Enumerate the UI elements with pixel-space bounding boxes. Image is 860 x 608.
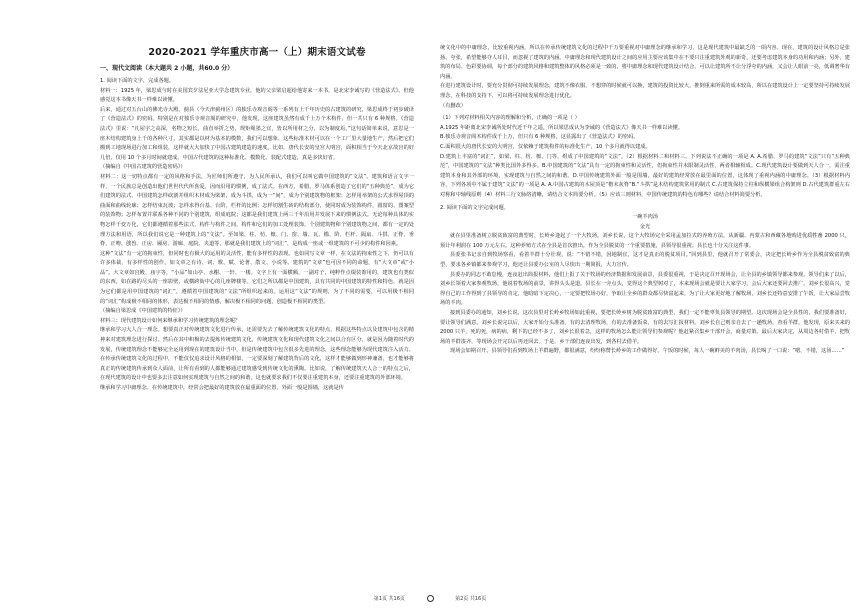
paragraph: 在进行建筑设计时，要充分贯彻可持续发展理念，建筑不像衣服，不想穿的时候就可以换，建筑的投资比较大，推倒重来所需的成本较高，所以在建筑设计上一定要坚持可持续发展理念，在科技的支持下，可以将可持续发展理念进行优化。: [440, 83, 850, 99]
page-footer: [0, 595, 860, 602]
answer-option: C.面积很大的唐代长安的大明宫，仅依赖于建筑构件的标准化生产，10 个多月就得以建成。: [440, 143, 651, 150]
paragraph: 材料一：1925 年，梁思成与时在美国宾夕法尼亚大学念建筑专业。他的父亲梁启超给他寄来一本书，是北宋李诫写的《营造法式》。但他感觉这本书像天书一样难以读懂。: [100, 87, 414, 104]
right-page: [430, 0, 860, 608]
section-heading: 一、现代文阅读（本大题共 2 小题，共60.0 分）: [100, 65, 234, 72]
binding-hole-icon: [427, 595, 434, 602]
paragraph: 县委办的同志不敢怠慢，连夜赶出简报材料，他们上报了关于牧场的经济数据和发展前景，县委很重视，于是决定召开现场会，让全县的乡镇领导都来参观。领导们来了以后，刘乡长领着大家参观牧场，他说着牧场的前景，讲得头头是道。县长在一旁点头，觉得这个典型树对了，本来现场会就是要让大家学习，会后大家还要回去推广。刘乡长很高兴，觉得自己的工作得到了县领导的肯定，他暗暗下定决心，一定要把牧场办好，争取让全乡的群众都尽快富起来。为了让大家更好地了解牧场，刘乡长还特意安排了午饭，让大家品尝牧场的羊肉。: [440, 271, 850, 307]
paragraph: 统文化中的中庸理念，比较重视内涵，所以在传承传统建筑文化的过程中千万要重视对中庸理念的继承和学习，这是现代建筑中最缺乏的一项内容。现在，建筑的设计风格总是张扬、夸张，希望能够夺人耳目，而忽视了建筑的内涵。中庸理念和现代建筑设计之间的应用主要应该集中在不要只注重建筑外观的新奇，还要考虑建筑本身的功用和内涵；另外，建筑的布局、色彩要协调，每个部分的建筑风格和建筑整体的风格必须是一致的，将中庸理念和现代建筑设计结合，可以让建筑所不让分浮夸的内涵，又会让人眼前一亮，低调奢华有内涵。: [440, 45, 850, 80]
answer-option: D.建筑上丰富的“词汇”，如梁、柱、枋、檩、门等，组成了中国建筑的“文法”。（2）根据材料二和材料三，下列说法不正确的一项是 A. A.希腊、罗马的建筑“文法”只有“五种典范”，中国建筑的“文法”种类比国外多得多。B.中国建筑的“文法”具有一定的拘束性和灵活性，但拘束性并未限制灵活性，两者相辅相成。C.现代建筑设计要做到天人合一，需注重建筑本身和其外部的环境，实现建筑与自然之间的和谐。D.中国传统建筑外面一般是围墙，最好的建筑经常放在最里面的位置，这体现了重视内涵的中庸理念。（3）根据材料内容，下列各项中不属于建筑“文法”的一项是 A. A.中国古建筑的木屋顶是“檐末灰脊”B.“斗拱”是木结构建筑常用的制式 C.古建筑保持立柱和纵横梁组合构架则 D.古代建筑群重左右对称和中轴线原则（4）材料三行文脉络清晰，请结合文本简要分析。（5）应该三则材料，中国传统建筑的特色有哪些？请结合材料简要分析。: [440, 153, 850, 198]
paragraph: 就在县里准备树立脱贫致富的典型时，长岭乡逢起了一个大牧场。刘乡长说，这个大牧场完全采用孟加拉式的养殖方法，从新疆、内蒙古和西藏各地购进优质牲畜 2000 只，预计年利润在 100 万元左右。这种养殖方式在全县是首次推出。作为全县脱贫的一个重要措施，县领导很重视。县长也十分关注这件事。: [440, 233, 850, 249]
paragraph: 继承和学习中庸理念。在传统建筑中，经常会把最好的建筑放在最重面的位置，外面一般是围墙，这就是传: [100, 385, 344, 391]
paragraph: 后来，通过对五台山的佛光寺大殿、蓟县（今天津蓟州区）的独乐寺观音阁等一系列有上千年历史的古建筑的研究，梁思成终于初步破译了《营造法式》的密码。特别是在对独乐寺观音阁的研究中，他发现，这座建筑虽然有成千上万个木构件，但一共只有 6 种规格。《营造法式》里说：“凡屋宇之高深，名物之短长，曲直举折之势，规矩绳墨之宜，皆以所用材之分，以为制度焉。”这句话简单来说，意思是一座木结构建筑身上千的各种尺寸，其实都是以材为基本的模数，我们可以想象，这些标准木材可以在一个工厂里大量地生产，然后把它们搬到工地现场进行加工和组装，这样就大大加快了中国古建筑建造的速度。比如，唐代长安的皇宫大明宫，面积相当于今天北京故宫的好几倍，仅用 10 个多月时间就建成。中国古代建筑的这种标准化、模数化、装配式建造，真是多快好省。: [100, 106, 414, 161]
paragraph: （有删改）: [440, 102, 466, 109]
paragraph: 继承和学习大人合一理念。想要真正对传统建筑文化进行传承，还需要先去了解传统建筑文化的特点，根据这些特点以及建筑中包含的精神来对建筑理念进行探讨。然后在其中积极的去提炼传统建筑文化，传统建筑文化和现代建筑文化之间以合有区分，就是因为随着时代的发展，传统建筑理念不能够完全运用到现在的建筑设计当中，但是传统建筑中包含很多先进的理念，这些理念能够为现代建筑注入活力。在传承传统建筑文化的过程中，不能仅仅追求设计风格的相似，一定要深刻了解建筑背后的文化，这样才能够做到形神兼备，也才能够将真正的传统建筑传承到众人面前，让所有看到的人都能够通过建筑感受到传统文化的熏陶。比如说，了解传统建筑天人合一的特点之后，在现代建筑的设计中也要多去注意如何实现建筑与自然之间的和谐，这也就要求我们不仅要注重建筑本身，还要注重建筑的外部环境。: [100, 327, 414, 382]
exam-title: 2020-2021 学年重庆市高一（上）期末语文试卷: [148, 47, 366, 58]
answer-option: B.独乐寺观音阁木构件成千上万，但只有 6 种规格，这显露出了《营造法式》的密码。: [440, 134, 639, 141]
question-heading: 2. 阅读下面的文字完成问题。: [440, 204, 509, 211]
paragraph: 材料三：现代建筑设计如何来继承和学习传统建筑的理念呢？: [100, 317, 241, 324]
story-author: 金光: [639, 223, 651, 230]
paragraph: 这种“文法”有一定的拘束性，但同时也有极大的运用的灵活性，能有多样性的表现。也如同写文章一样，在文法的拘束性之下，仍可以有许多体裁，有多样性的创作，如文章之有诗、词、歌、赋、论著、散文、小说等。建筑的“文章”也可因不同的命题，有“大文章”或“小品”。大文章如宫殿、庙宇等，“小品”如山亭、水榭、一轩、一楼。文字上有一面横额，一副对子，纯粹作点缀装饰用的，建筑也有类似的东西，如在路的尽头的一座影壁，或横跨街中心的几座牌楼等。它们之所以都是中国建筑，具有共同的中国建筑的特性和特色，就是因为它们都是用中国建筑的“词汇”，遵循着中国建筑的“文法”所组织起来的。运用这“文法”的规则，为了不同的需要，可以用极不相同的“词汇”构成极不相同的体形，表达极不相同的情感，解决极不相同的问题，创造极不相同的类型。: [100, 250, 414, 305]
right-page-number: 第2页 共16页: [455, 596, 487, 602]
question-stem: （1）下列对材料相关内容的理解和分析，正确的一项是（ ）: [440, 115, 580, 122]
answer-option: A.1925 年距离北宋李诫所处时代近千年之遥，所以梁思成认为李诫的《营造法式》像天书一样难以读懂。: [440, 124, 684, 131]
paragraph: 接到县委办的通知，刘乡长说，这次县里对长岭乡牧场如此重视，要把长岭乡树为脱贫致富的典型，我们一定不能辜负县领导的期望。这次现场会是全县性的，我们要准备好，要让领导们满意。刘乡长说完以后，大家开始分头准备。有的去清理牧场，有的去准备饭菜，有的去写汇报材料。刘乡长自己则亲自去了一趟牧场，查看羊群。他发现，原来买来的 2000 只羊，死的死，病的病，剩下的已经不多了，刘乡长很着急，这样的牧场怎么能让领导们参观呢？他赶紧召集乡干部开会，商量对策。最后大家决定，从周边各村借羊，把牧场的羊群凑齐，等现场会开完以后再还回去。于是，乡干部们连夜出发，到各村去借羊。: [440, 310, 850, 345]
paragraph: 县委张书记亲自到牧场察看，看着羊群十分壮观，说：“不错不错，因地制宜，这才是真正的脱贫项目。”回到县里，他就召开了常委会，决定把长岭乡作为全县脱贫致富的典型，要求各乡镇都来参观学习，他还让县委办公室的人尽快出一期简报，大力宣传。: [440, 252, 850, 269]
story-title: 一碗羊肉汤: [632, 214, 658, 221]
paragraph: 1. 阅读下面的文字，完成各题。: [100, 78, 175, 84]
paragraph: （摘编自《中国古建筑的营造密码》）: [100, 164, 186, 171]
paragraph: 材料二：这一切特点都有一定的风格和手法，为匠师们所遵守，为人民所承认，我们可以叫它做中国建筑的“文法”。建筑和语言文字一样，一个民族总是创造出他们世世代代所喜爱，因而沿用的惯例，成了法式。在西方，希腊、罗马体系创造了它们的“五种典范”，成为它们建筑的法式。中国建筑怎样砍割并组织木材成为梁架，成为斗拱，成为一“间”，成为个别建筑物的框架；怎样用举架的公式求得屋顶的曲面和曲线轮廓；怎样结束瓦坡；怎样求得台基、台阶、栏杆的比例；怎样切割生砖的结构部分，使同时成为装饰构件，圆窗的、图案型的装饰物；怎样布置并联系各种不同的个别建筑，组成庭院；这都是我们建筑上两三千年沿用并发展下来的惯例法式。无论每种具体的实物怎样千变万化，它们都遵循着那些法式，构件与构件之间，构件和它们的加工处理装饰，个别建筑物和个别建筑物之间，都有一定的处理方法和用语，所以我们说它是一种建筑上的“文法”。至如梁、柱、枋、檩、门、窗、墙、瓦、槛、阶、栏杆、隔扇、斗拱、正脊、垂脊、正吻、戗兽、正房、厢房、游廊、庭院、夹道等，那就是我们建筑上的“词汇”，是构成一座或一组建筑的不可少的构件和因素。: [100, 173, 414, 248]
left-page-number: 第1页 共16页: [373, 596, 405, 602]
paragraph: （摘编自梁思成《中国建筑的特征》）: [100, 308, 186, 315]
paragraph: 现场会如期召开。县领导们看到牧场上羊群遍野，都很满意，纷纷称赞长岭乡的工作做得好。午饭的时候，每人一碗鲜美的羊肉汤，县长喝了一口说：“嗯，不错，这汤……”: [450, 348, 845, 355]
